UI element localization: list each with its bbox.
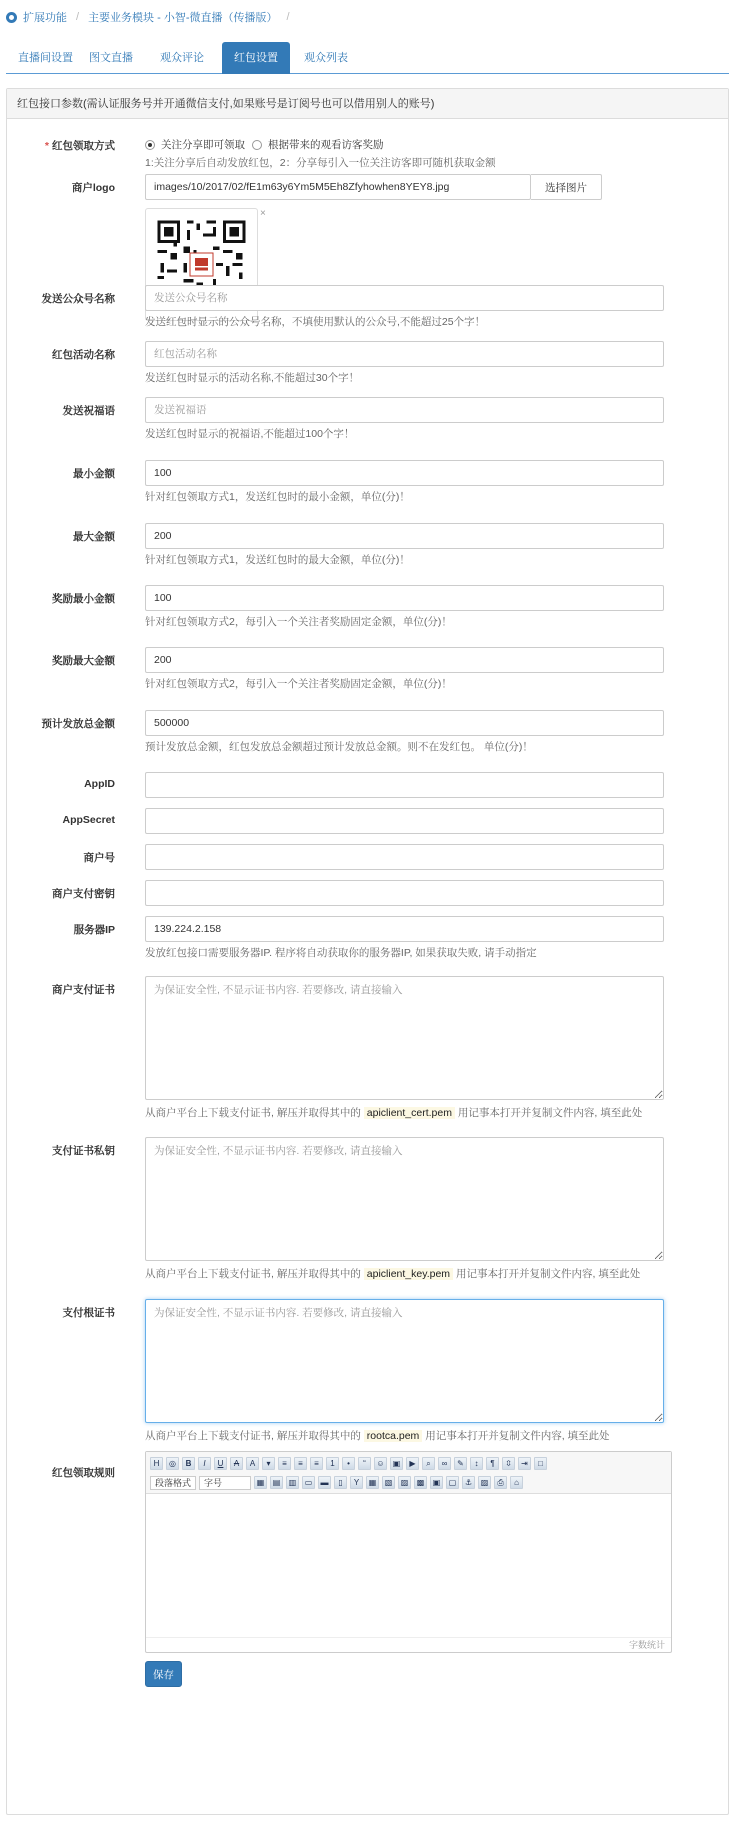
editor-content-area[interactable]	[146, 1494, 671, 1637]
merge-cells-icon[interactable]: ▦	[366, 1476, 379, 1489]
radio-checked-icon	[145, 140, 155, 150]
search-replace-icon[interactable]: ⌂	[510, 1476, 523, 1489]
split-cols-icon[interactable]: ▢	[446, 1476, 459, 1489]
radio-unchecked-icon	[252, 140, 262, 150]
html-source-icon[interactable]: H	[150, 1457, 163, 1470]
gear-icon	[6, 12, 17, 23]
breadcrumb-item[interactable]: 扩展功能	[23, 12, 67, 24]
rootca-filename: rootca.pem	[364, 1430, 423, 1442]
min-amount-hint: 针对红包领取方式1，发送红包时的最小金额，单位(分)！	[145, 491, 410, 503]
delete-table-icon[interactable]: ▤	[270, 1476, 283, 1489]
appsecret-label: AppSecret	[62, 814, 115, 826]
select-image-button[interactable]: 选择图片	[531, 174, 602, 200]
emoji-icon[interactable]: ☺	[374, 1457, 387, 1470]
radio-label: 根据带来的观看访客奖励	[268, 139, 384, 151]
min-amount-input[interactable]	[145, 460, 664, 486]
cert-key-hint	[145, 1266, 640, 1281]
editor-toolbar	[146, 1452, 671, 1494]
cert-key-label: 支付证书私钥	[52, 1145, 115, 1157]
total-budget-hint: 预计发放总金额，红包发放总金额超过预计发放总金额。则不在发红包。 单位(分)！	[145, 741, 533, 753]
hint-text: 用记事本打开并复制文件内容, 填至此处	[455, 1268, 641, 1280]
merchant-cert-textarea[interactable]	[145, 976, 664, 1100]
breadcrumb-separator: /	[76, 11, 80, 23]
reward-max-hint: 针对红包领取方式2，每引入一个关注者奖励固定金额，单位(分)！	[145, 678, 452, 690]
link-icon[interactable]: ∞	[438, 1457, 451, 1470]
required-mark: *	[44, 140, 49, 152]
reward-min-label: 奖励最小金额	[52, 593, 115, 605]
total-budget-input[interactable]	[145, 710, 664, 736]
breadcrumb	[6, 10, 299, 24]
rules-label: 红包领取规则	[52, 1467, 115, 1479]
server-ip-input[interactable]	[145, 916, 664, 942]
insert-row-icon[interactable]: ▭	[302, 1476, 315, 1489]
settings-panel	[6, 88, 729, 1815]
delete-col-icon[interactable]: Y	[350, 1476, 363, 1489]
merchant-logo-label: 商户logo	[71, 182, 115, 194]
wishing-hint: 发送红包时显示的祝福语,不能超过100个字！	[145, 428, 355, 440]
max-amount-hint: 针对红包领取方式1，发送红包时的最大金额，单位(分)！	[145, 554, 410, 566]
activity-name-hint: 发送红包时显示的活动名称,不能超过30个字！	[145, 372, 360, 384]
align-right-icon[interactable]: ≡	[310, 1457, 323, 1470]
hint-text: 用记事本打开并复制文件内容, 填至此处	[425, 1430, 610, 1442]
video-icon[interactable]: ▶	[406, 1457, 419, 1470]
tab-audience-list[interactable]: 观众列表	[304, 52, 348, 64]
image-icon[interactable]: ▣	[390, 1457, 403, 1470]
sender-name-label: 发送公众号名称	[41, 293, 115, 305]
server-ip-hint: 发放红包接口需要服务器IP. 程序将自动获取你的服务器IP, 如果获取失败, 请手动指定	[145, 947, 537, 959]
max-amount-label: 最大金额	[73, 531, 115, 543]
highlight-icon[interactable]: ▾	[262, 1457, 275, 1470]
strikethrough-icon[interactable]: A	[230, 1457, 243, 1470]
sender-name-input[interactable]	[145, 285, 664, 311]
ordered-list-icon[interactable]: 1	[326, 1457, 339, 1470]
tab-red-packet-settings[interactable]: 红包设置	[222, 42, 290, 74]
panel-heading: 红包接口参数(需认证服务号并开通微信支付,如果账号是订阅号也可以借用别人的账号)	[7, 89, 728, 119]
merchant-key-label: 商户支付密钥	[52, 888, 115, 900]
root-cert-hint	[145, 1428, 610, 1443]
unordered-list-icon[interactable]: •	[342, 1457, 355, 1470]
sender-name-hint: 发送红包时显示的公众号名称，不填使用默认的公众号,不能超过25个字！	[145, 316, 486, 328]
hint-text: 从商户平台上下载支付证书, 解压并取得其中的	[145, 1268, 361, 1280]
activity-name-input[interactable]	[145, 341, 664, 367]
breadcrumb-item[interactable]: 主要业务模块 - 小智-微直播（传播版）	[88, 12, 278, 24]
tab-bar	[6, 42, 729, 74]
rules-rich-text-editor	[145, 1451, 672, 1653]
root-cert-label: 支付根证书	[62, 1307, 115, 1319]
claim-mode-option-reward[interactable]	[252, 137, 384, 152]
radio-label: 关注分享即可领取	[161, 139, 245, 151]
split-rows-icon[interactable]: ▣	[430, 1476, 443, 1489]
tab-live-room-settings[interactable]: 直播间设置	[18, 52, 73, 64]
remove-logo-icon[interactable]: ×	[260, 208, 266, 219]
claim-mode-label-text: 红包领取方式	[52, 140, 115, 152]
print-icon[interactable]: ⎙	[494, 1476, 507, 1489]
align-center-icon[interactable]: ≡	[294, 1457, 307, 1470]
insert-col-icon[interactable]: ▯	[334, 1476, 347, 1489]
font-size-select[interactable]: 字号	[199, 1476, 251, 1490]
save-button[interactable]: 保存	[145, 1661, 182, 1687]
align-left-icon[interactable]: ≡	[278, 1457, 291, 1470]
fullscreen-icon[interactable]: □	[534, 1457, 547, 1470]
appsecret-input[interactable]	[145, 808, 664, 834]
merge-right-icon[interactable]: ▧	[382, 1476, 395, 1489]
anchor-icon[interactable]: ⚓	[462, 1476, 475, 1489]
hint-text: 从商户平台上下载支付证书, 解压并取得其中的	[145, 1430, 361, 1442]
merchant-cert-hint	[145, 1105, 642, 1120]
font-color-icon[interactable]: A	[246, 1457, 259, 1470]
attachment-icon[interactable]: ⌕	[422, 1457, 435, 1470]
merchant-id-label: 商户号	[83, 852, 115, 864]
line-height-icon[interactable]: ⇳	[502, 1457, 515, 1470]
merchant-cert-label: 商户支付证书	[52, 984, 115, 996]
root-cert-textarea[interactable]	[145, 1299, 664, 1423]
italic-icon[interactable]: I	[198, 1457, 211, 1470]
reward-max-label: 奖励最大金额	[52, 655, 115, 667]
hint-text: 从商户平台上下载支付证书, 解压并取得其中的	[145, 1107, 361, 1119]
delete-row-icon[interactable]: ▬	[318, 1476, 331, 1489]
appid-label: AppID	[84, 778, 115, 790]
merchant-id-input[interactable]	[145, 844, 664, 870]
tab-audience-comments[interactable]: 观众评论	[160, 52, 204, 64]
reward-min-input[interactable]	[145, 585, 664, 611]
clear-format-icon[interactable]: ✎	[454, 1457, 467, 1470]
total-budget-label: 预计发放总金额	[41, 718, 115, 730]
quote-icon[interactable]: “	[358, 1457, 371, 1470]
indent-icon[interactable]: ⇥	[518, 1457, 531, 1470]
bold-icon[interactable]: B	[182, 1457, 195, 1470]
editor-word-count: 字数统计	[146, 1637, 671, 1652]
claim-mode-hint: 1:关注分享后自动发放红包，2：分享每引入一位关注访客即可随机获取金额	[145, 157, 496, 169]
wishing-label: 发送祝福语	[62, 405, 115, 417]
table-icon[interactable]: ▦	[254, 1476, 267, 1489]
appid-input[interactable]	[145, 772, 664, 798]
wishing-input[interactable]	[145, 397, 664, 423]
hint-text: 用记事本打开并复制文件内容, 填至此处	[457, 1107, 643, 1119]
claim-mode-option-share[interactable]	[145, 137, 245, 152]
max-amount-input[interactable]	[145, 523, 664, 549]
claim-mode-label	[7, 138, 115, 153]
row-spacing-icon[interactable]: ↕	[470, 1457, 483, 1470]
paragraph-format-select[interactable]: 段落格式	[150, 1476, 196, 1490]
preview-icon[interactable]: ◎	[166, 1457, 179, 1470]
reward-max-input[interactable]	[145, 647, 664, 673]
reward-min-hint: 针对红包领取方式2，每引入一个关注者奖励固定金额，单位(分)！	[145, 616, 452, 628]
insert-paragraph-icon[interactable]: ▥	[286, 1476, 299, 1489]
cert-filename: apiclient_cert.pem	[364, 1107, 455, 1119]
merchant-logo-path-input[interactable]	[145, 174, 531, 200]
paragraph-spacing-icon[interactable]: ¶	[486, 1457, 499, 1470]
underline-icon[interactable]: U	[214, 1457, 227, 1470]
insert-image-icon[interactable]: ▨	[478, 1476, 491, 1489]
merchant-key-input[interactable]	[145, 880, 664, 906]
activity-name-label: 红包活动名称	[52, 349, 115, 361]
breadcrumb-separator: /	[286, 11, 290, 23]
tab-image-text-live[interactable]: 图文直播	[89, 52, 133, 64]
min-amount-label: 最小金额	[73, 468, 115, 480]
split-cells-icon[interactable]: ▩	[414, 1476, 427, 1489]
server-ip-label: 服务器IP	[73, 924, 115, 936]
cert-key-textarea[interactable]	[145, 1137, 664, 1261]
merge-down-icon[interactable]: ▨	[398, 1476, 411, 1489]
key-filename: apiclient_key.pem	[364, 1268, 453, 1280]
